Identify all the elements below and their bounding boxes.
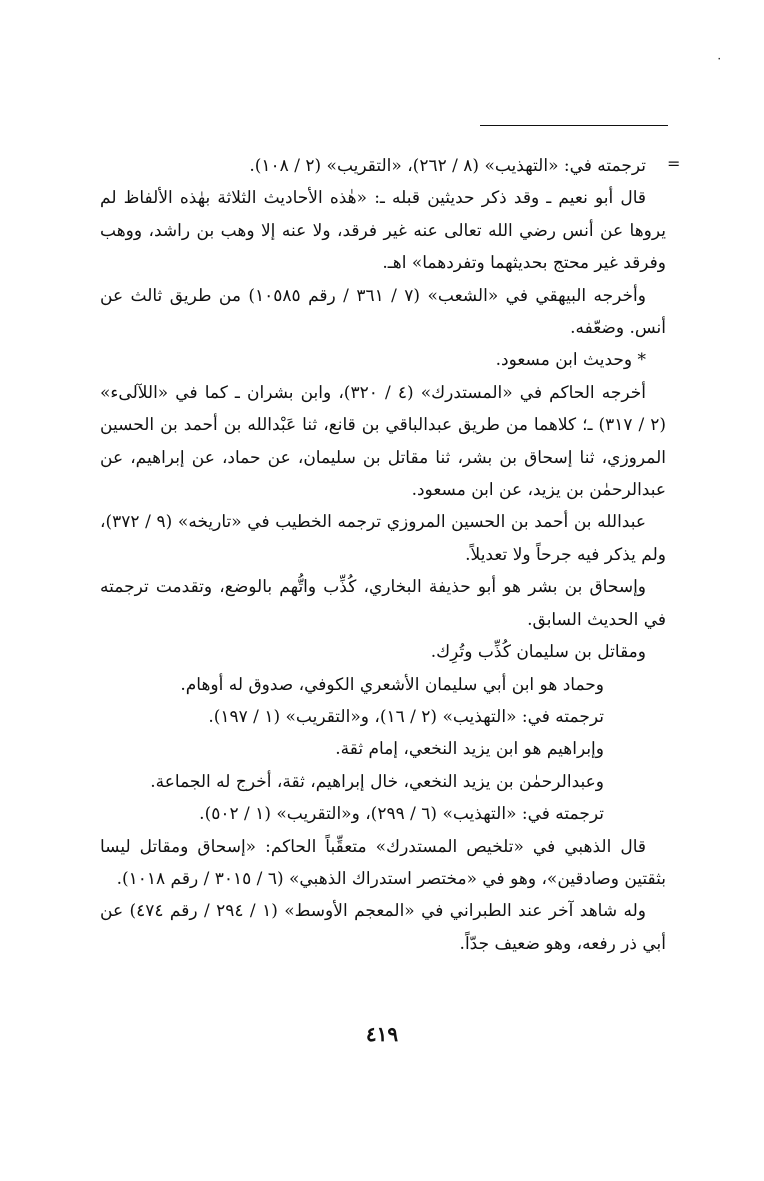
paragraph-14: قال الذهبي في «تلخيص المستدرك» متعقِّباً الحاكم: «إسحاق ومقاتل ليسا بثقتين وصادقين»، وهو في «مختصر استدراك الذهبي» (٦ / ٣٠١٥ / رقم ١٠١٨). <box>100 836 666 889</box>
paragraph-11: وإبراهيم هو ابن يزيد النخعي، إمام ثقة. <box>335 739 604 760</box>
paragraph-10: ترجمته في: «التهذيب» (٢ / ١٦)، و«التقريب» (١ / ١٩٧). <box>208 706 604 727</box>
paragraph-5: أخرجه الحاكم في «المستدرك» (٤ / ٣٢٠)، وابن بشران ـ كما في «اللآلىء» (٢ / ٣١٧) ـ؛ كلاهما من طريق عبدالباقي بن قانع، ثنا عَبْدالله بن أحمد بن الحسين المروزي، ثنا إسحاق بن بشر، ثنا مقاتل بن سليمان، عن حماد، عن إبراهيم، عن عبدالرحمٰن بن يزيد، عن ابن مسعود. <box>100 382 666 501</box>
footnote-separator-rule <box>480 125 668 126</box>
paragraph-12: وعبدالرحمٰن بن يزيد النخعي، خال إبراهيم، ثقة، أخرج له الجماعة. <box>150 771 604 792</box>
paragraph-9: وحماد هو ابن أبي سليمان الأشعري الكوفي، صدوق له أوهام. <box>180 674 604 695</box>
page-number: ٤١٩ <box>365 1022 399 1046</box>
paragraph-2: قال أبو نعيم ـ وقد ذكر حديثين قبله ـ: «هٰذه الأحاديث الثلاثة بهٰذه الألفاظ لم يروها عن أنس رضي الله تعالى عنه غير فرقد، ولا عنه إلا وهب بن راشد، ووهب وفرقد غير محتج بحديثهما وتفردهما» اهـ. <box>100 188 666 274</box>
paragraph-3: وأخرجه البيهقي في «الشعب» (٧ / ٣٦١ / رقم ١٠٥٨٥) من طريق ثالث عن أنس. وضعّفه. <box>100 285 666 339</box>
footnote-continuation-mark: = <box>667 154 681 173</box>
paragraph-7: وإسحاق بن بشر هو أبو حذيفة البخاري، كُذِّب واتُّهم بالوضع، وتقدمت ترجمته في الحديث السابق. <box>100 577 666 630</box>
paragraph-13: ترجمته في: «التهذيب» (٦ / ٢٩٩)، و«التقريب» (١ / ٥٠٢). <box>199 804 604 825</box>
stray-mark: ٠ <box>716 51 723 65</box>
paragraph-4: * وحديث ابن مسعود. <box>495 350 646 371</box>
paragraph-6: عبدالله بن أحمد بن الحسين المروزي ترجمه الخطيب في «تاريخه» (٩ / ٣٧٢)، ولم يذكر فيه جرحاً ولا تعديلاً. <box>100 512 666 565</box>
footnote-text-block <box>100 150 666 960</box>
paragraph-8: ومقاتل بن سليمان كُذِّب وتُرِك. <box>430 642 646 663</box>
paragraph-15: وله شاهد آخر عند الطبراني في «المعجم الأوسط» (١ / ٢٩٤ / رقم ٤٧٤) عن أبي ذر رفعه، وهو ضعيف جدّاً. <box>100 901 666 954</box>
paragraph-1: ترجمته في: «التهذيب» (٨ / ٢٦٢)، «التقريب» (٢ / ١٠٨). <box>249 156 646 176</box>
